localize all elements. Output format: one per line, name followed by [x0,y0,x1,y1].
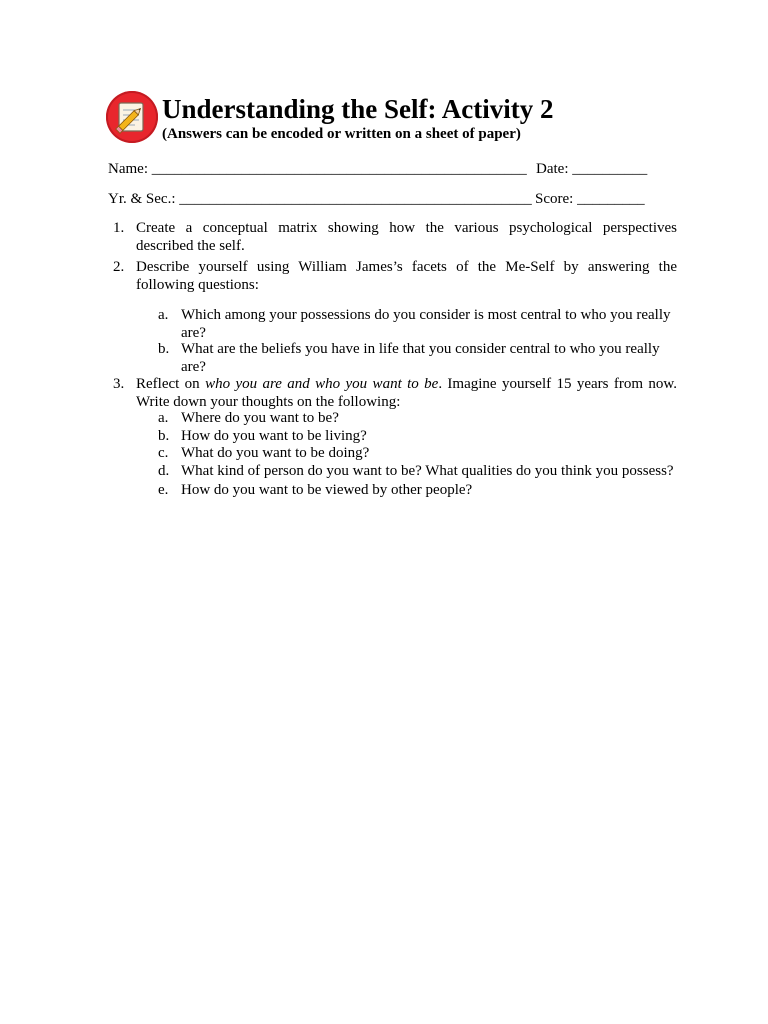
question-number: 1. [113,220,125,236]
question-number: 2. [113,259,125,275]
name-blank[interactable]: __________________________________________________ [151,161,527,177]
question-3-text-start: Reflect on [136,376,206,392]
subitem-text: How do you want to be living? [181,428,367,444]
yrsec-blank[interactable]: _______________________________________________ [179,191,532,207]
yrsec-field-row [108,190,532,208]
subitem-letter: b. [158,341,170,357]
subitem-text: What are the beliefs you have in life that you consider central to who you really are? [181,341,660,375]
subitem-text: Where do you want to be? [181,410,339,426]
score-label: Score: [535,191,574,207]
date-field [536,160,647,178]
page-subtitle: (Answers can be encoded or written on a sheet of paper) [162,126,521,142]
subitem-text: Which among your possessions do you consider is most central to who you really are? [181,307,671,341]
subitem-letter: a. [158,307,169,323]
question-2-text: Describe yourself using William James’s facets of the Me-Self by answering the following questions: [136,259,677,293]
subitem-letter: e. [158,482,169,498]
notepad-pencil-icon [106,91,158,143]
date-blank[interactable]: __________ [572,161,648,177]
score-field [535,190,645,208]
question-3-text [136,375,677,411]
yrsec-label: Yr. & Sec.: [108,191,176,207]
subitem-text: What kind of person do you want to be? What qualities do you think you possess? [181,463,674,479]
name-field-row [108,160,527,178]
subitem-letter: b. [158,428,170,444]
date-label: Date: [536,161,569,177]
score-blank[interactable]: _________ [577,191,645,207]
subitem-letter: c. [158,445,169,461]
question-3-text-end: . Imagine yourself 15 years from now. Write down your thoughts on the following: [136,376,678,410]
subitem-text: What do you want to be doing? [181,445,370,461]
subitem-text: How do you want to be viewed by other people? [181,482,473,498]
subitem-letter: a. [158,410,169,426]
name-label: Name: [108,161,148,177]
question-3-emphasis: who you are and who you want to be [205,376,439,392]
question-number: 3. [113,376,125,392]
subitem-letter: d. [158,463,170,479]
question-1-text: Create a conceptual matrix showing how the various psychological perspectives described the self. [136,220,677,254]
page-title: Understanding the Self: Activity 2 [162,94,554,124]
